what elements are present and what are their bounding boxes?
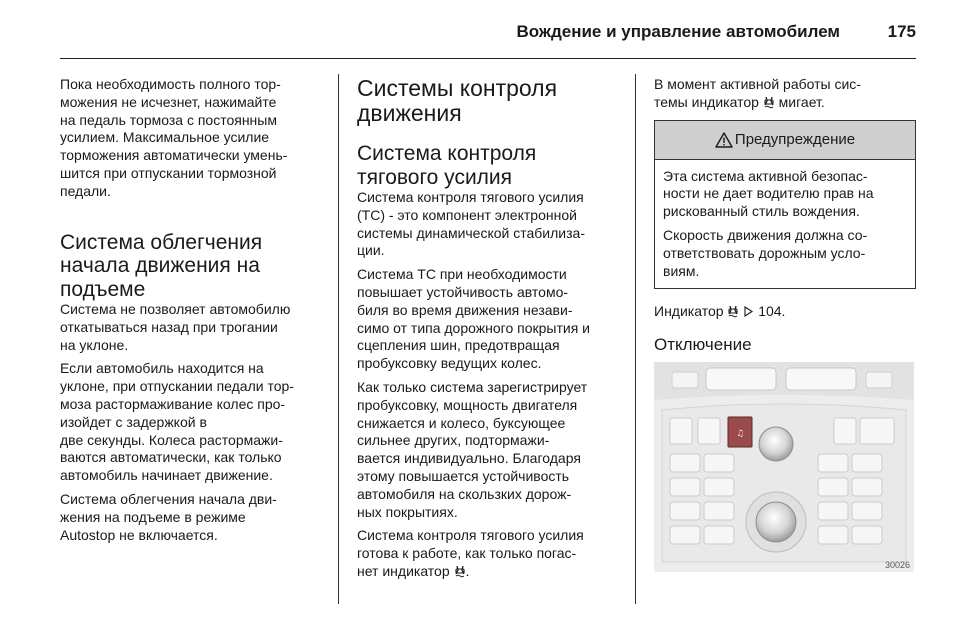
warning-header (655, 121, 915, 160)
console-drawing (654, 362, 914, 572)
paragraph-hill-start-1: Система не позволяет автомобилю откатываться назад при трогании на уклоне. (60, 301, 291, 353)
paragraph-hill-start-2: Если автомобиль находится на уклоне, при отпускании педали тор- моза растормаживание колес про- изойдет с задержкой в две секунды. Колеса растормажи- ваются автоматически, как только автомобиль начинает движение. (60, 360, 294, 484)
indicator-reference-page[interactable]: 104. (758, 303, 786, 320)
paragraph-tc-4 (357, 527, 627, 580)
warning-paragraph-2: Скорость движения должна со- ответствовать дорожным усло- виям. (663, 226, 868, 279)
paragraph-tc-1: Система контроля тягового усилия (TC) - это компонент электронной системы динамической стабилиза- ции. (357, 189, 585, 259)
paragraph-hill-start-3: Система облегчения начала дви- жения на подъеме в режиме Autostop не включается. (60, 491, 277, 543)
warning-paragraph-1: Эта система активной безопас- ности не дает водителю прав на рискованный стиль вождения. (663, 167, 874, 220)
paragraph-braking: Пока необходимость полного тор- можения не исчезнет, нажимайте на педаль тормоза с постоянным усилием. Максимальное усилие торможения автоматически умень- шится при отпускании тормозной педали. (60, 76, 288, 199)
paragraph-tc-4-text: Система контроля тягового усилия готова к работе, как только погас- нет индикатор (357, 527, 584, 579)
chapter-title: Системы контроля движения (357, 75, 558, 126)
volume-knob[interactable] (759, 427, 793, 461)
warning-triangle-icon (715, 132, 733, 148)
paragraph-tc-4-end: . (465, 562, 470, 579)
menu-knob[interactable] (756, 502, 796, 542)
column-divider-1 (338, 74, 339, 604)
page-number: 175 (887, 22, 916, 41)
paragraph-indicator-flash (654, 76, 916, 112)
column-1 (60, 76, 326, 550)
column-2 (357, 76, 627, 587)
header-divider (60, 58, 916, 59)
figure-number: 30026 (884, 560, 910, 570)
traction-control-icon (763, 96, 775, 109)
indicator-reference (654, 303, 916, 321)
section-heading-disable: Отключение (654, 335, 752, 355)
column-divider-2 (635, 74, 636, 604)
section-heading-hill-start: Система облегчения начала движения на подъеме (60, 230, 263, 301)
warning-label: Предупреждение (734, 131, 856, 149)
running-header: Вождение и управление автомобилем (516, 22, 840, 41)
column-3 (654, 76, 916, 357)
console-illustration (654, 362, 914, 572)
paragraph-tc-3: Как только система зарегистрирует пробуксовку, мощность двигателя снижается и колесо, буксующее сильнее других, подтормажи- вается индивидуально. Благодаря этому повышается устойчивость автомобиля на скользких дорож- ных покрытиях. (357, 378, 588, 520)
svg-text:♫: ♫ (735, 429, 745, 439)
indicator-reference-prefix: Индикатор (654, 303, 728, 320)
paragraph-indicator-end: мигает. (774, 93, 825, 110)
paragraph-tc-2: Система TC при необходимости повышает устойчивость автомо- биля во время движения незави- симо от типа дорожного покрытия и сцепления шин, предотвращая пробуксовку ведущих колес. (357, 266, 590, 372)
traction-control-icon (454, 565, 466, 578)
paragraph-indicator-text: В момент активной работы сис- темы индикатор (654, 76, 861, 110)
traction-control-icon (727, 305, 739, 318)
page-reference-arrow-icon[interactable] (743, 304, 754, 315)
warning-body (655, 160, 915, 289)
section-heading-traction-control: Система контроля тягового усилия (357, 142, 537, 189)
warning-box (654, 120, 916, 290)
